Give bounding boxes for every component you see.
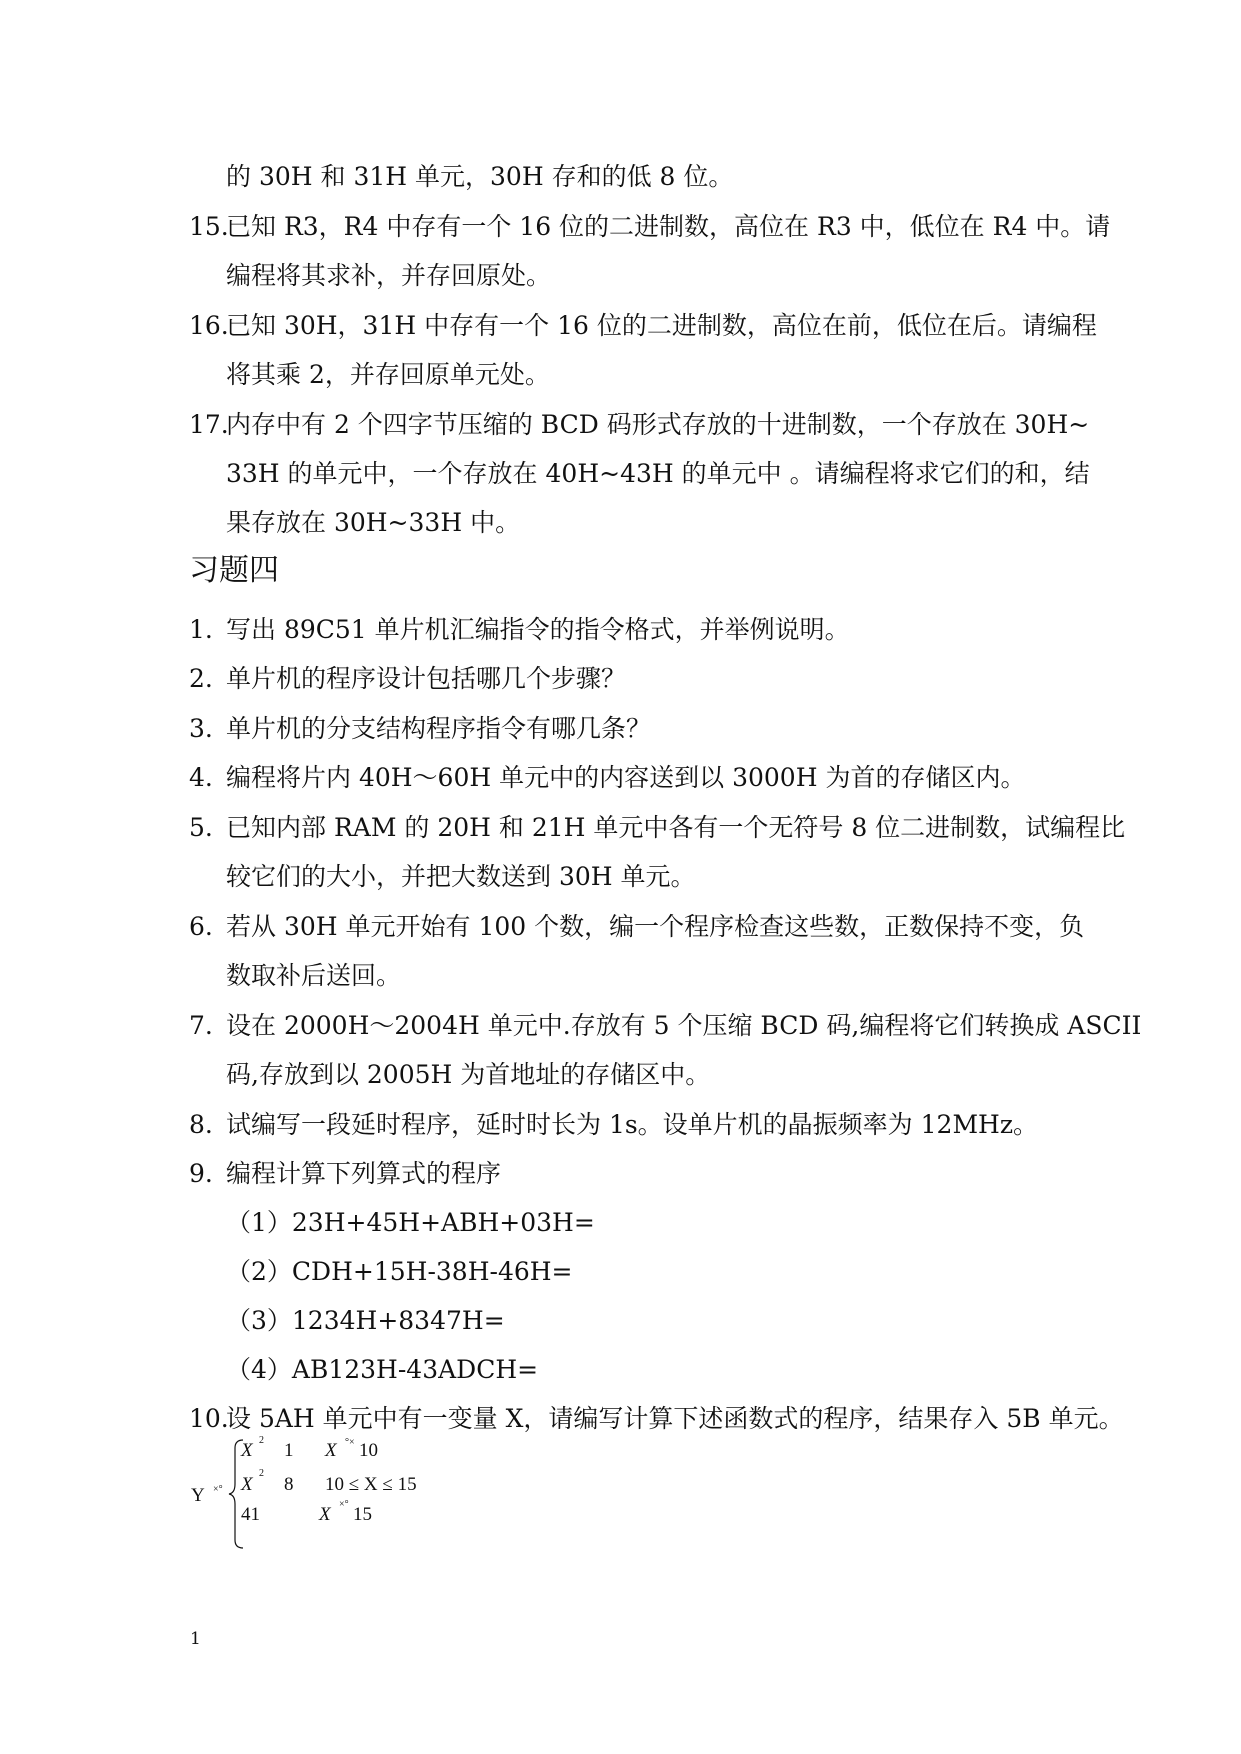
sub-item: （1）23H+45H+ABH+03H= bbox=[226, 1208, 595, 1237]
formula-var: X bbox=[241, 1474, 253, 1495]
continuation-line: 的 30H 和 31H 单元，30H 存和的低 8 位。 bbox=[226, 162, 734, 191]
item-number: 1. bbox=[189, 615, 213, 644]
formula-var: X bbox=[241, 1440, 253, 1461]
item-number: 4. bbox=[189, 763, 213, 792]
formula-cond: 15 bbox=[353, 1504, 372, 1525]
section-heading: 习题四 bbox=[189, 553, 279, 588]
formula-cond: 10 bbox=[359, 1440, 378, 1461]
item-text: 已知内部 RAM 的 20H 和 21H 单元中各有一个无符号 8 位二进制数，试编程比 bbox=[226, 813, 1126, 842]
formula-exponent: 2 bbox=[259, 1435, 264, 1446]
item-text: 单片机的程序设计包括哪几个步骤？ bbox=[226, 664, 627, 693]
item-number: 10. bbox=[189, 1404, 229, 1433]
item-number: 5. bbox=[189, 813, 213, 842]
piecewise-formula bbox=[183, 1436, 463, 1556]
formula-const: 8 bbox=[284, 1474, 294, 1495]
formula-cond-var: X bbox=[319, 1504, 331, 1525]
item-text: 单片机的分支结构程序指令有哪几条？ bbox=[226, 714, 652, 743]
item-text: 编程计算下列算式的程序 bbox=[226, 1159, 502, 1188]
item-text: 码,存放到以 2005H 为首地址的存储区中。 bbox=[226, 1060, 711, 1089]
formula-gt-glyph: ×° bbox=[339, 1499, 349, 1510]
item-text: 设 5AH 单元中有一变量 X，请编写计算下述函数式的程序，结果存入 5B 单元。 bbox=[226, 1404, 1124, 1433]
formula-exponent: 2 bbox=[259, 1468, 264, 1479]
item-text: 写出 89C51 单片机汇编指令的指令格式，并举例说明。 bbox=[226, 615, 850, 644]
formula-lt-glyph: °× bbox=[345, 1437, 355, 1448]
item-text: 若从 30H 单元开始有 100 个数，编一个程序检查这些数，正数保持不变，负 bbox=[226, 912, 1085, 941]
item-text: 内存中有 2 个四字节压缩的 BCD 码形式存放的十进制数，一个存放在 30H~ bbox=[226, 410, 1090, 439]
item-text: 较它们的大小，并把大数送到 30H 单元。 bbox=[226, 862, 696, 891]
formula-equals-glyph: ×° bbox=[213, 1484, 223, 1495]
item-number: 7. bbox=[189, 1011, 213, 1040]
formula-const: 1 bbox=[284, 1440, 294, 1461]
formula-lhs: Y bbox=[191, 1485, 205, 1506]
item-text: 设在 2000H～2004H 单元中.存放有 5 个压缩 BCD 码,编程将它们转换成 ASCII bbox=[226, 1011, 1142, 1040]
item-number: 8. bbox=[189, 1110, 213, 1139]
item-text: 已知 R3，R4 中存有一个 16 位的二进制数，高位在 R3 中，低位在 R4 中。请 bbox=[226, 212, 1111, 241]
item-number: 17. bbox=[189, 410, 229, 439]
page-number: 1 bbox=[190, 1629, 201, 1649]
item-text: 编程将其求补，并存回原处。 bbox=[226, 261, 552, 290]
item-text: 编程将片内 40H～60H 单元中的内容送到以 3000H 为首的存储区内。 bbox=[226, 763, 1026, 792]
item-text: 数取补后送回。 bbox=[226, 961, 402, 990]
formula-cond-var: X bbox=[325, 1440, 337, 1461]
item-number: 9. bbox=[189, 1159, 213, 1188]
item-number: 6. bbox=[189, 912, 213, 941]
item-number: 15. bbox=[189, 212, 229, 241]
sub-item: （4）AB123H-43ADCH= bbox=[226, 1355, 539, 1384]
item-text: 果存放在 30H~33H 中。 bbox=[226, 508, 521, 537]
formula-const: 41 bbox=[241, 1504, 260, 1525]
item-number: 3. bbox=[189, 714, 213, 743]
item-text: 已知 30H，31H 中存有一个 16 位的二进制数，高位在前，低位在后。请编程 bbox=[226, 311, 1097, 340]
item-text: 将其乘 2，并存回原单元处。 bbox=[226, 360, 550, 389]
item-text: 试编写一段延时程序，延时时长为 1s。设单片机的晶振频率为 12MHz。 bbox=[226, 1110, 1039, 1139]
item-number: 2. bbox=[189, 664, 213, 693]
formula-cond-range: 10 ≤ X ≤ 15 bbox=[325, 1474, 417, 1495]
item-number: 16. bbox=[189, 311, 229, 340]
item-text: 33H 的单元中，一个存放在 40H~43H 的单元中 。请编程将求它们的和，结 bbox=[226, 459, 1090, 488]
sub-item: （3）1234H+8347H= bbox=[226, 1306, 505, 1335]
sub-item: （2）CDH+15H-38H-46H= bbox=[226, 1257, 573, 1286]
